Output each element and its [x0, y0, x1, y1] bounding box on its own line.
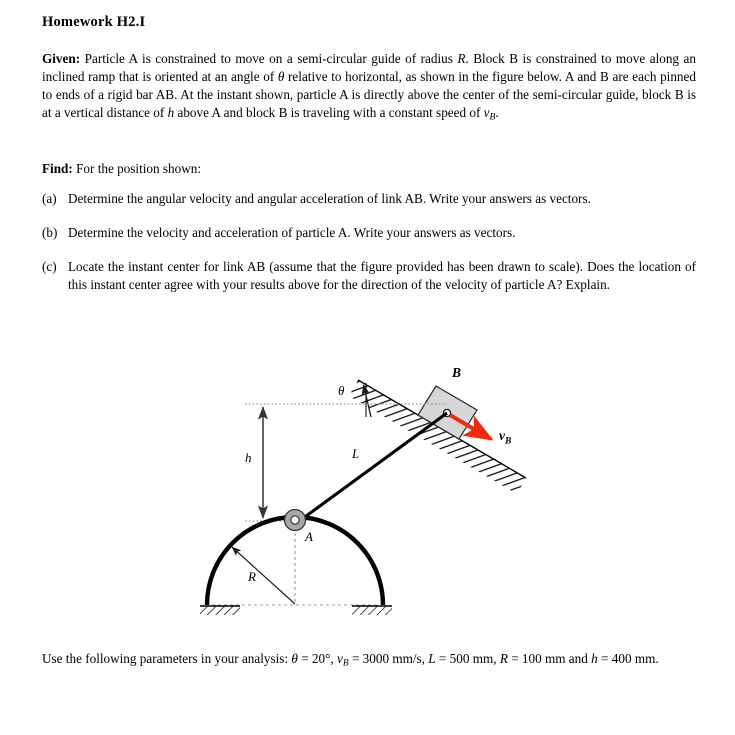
given-text-3: relative to horizontal, as shown in the figure below. A and B are each pinned to ends of a rigid bar AB. At the instant shown, particle A is directly above the center of the semi-circular guide, block B is at a vertical distance of	[42, 68, 696, 120]
param-vb-symbol: v	[336, 651, 343, 666]
find-label: Find:	[42, 161, 73, 176]
param-h-symbol: h	[591, 651, 598, 666]
list-text-a: Determine the angular velocity and angular acceleration of link AB. Write your answers as vectors.	[68, 191, 591, 206]
find-intro: For the position shown:	[76, 161, 201, 176]
label-height-h: h	[245, 450, 252, 465]
label-radius-r: R	[248, 569, 256, 584]
param-vb-value: = 3000 mm/s,	[348, 651, 429, 666]
list-text-b: Determine the velocity and acceleration of particle A. Write your answers as vectors.	[68, 224, 516, 240]
param-L-symbol: L	[428, 651, 436, 666]
label-velocity-b: $v_B$	[499, 428, 512, 447]
ground-support-left	[200, 606, 240, 615]
rigid-bar-ab	[298, 413, 447, 522]
given-var-theta: θ	[277, 68, 285, 84]
list-text-c: Locate the instant center for link AB (assume that the figure provided has been drawn to scale). Does the location of this instant center agree with your results above for the direction of the velocity of particle A? Explain.	[68, 258, 696, 292]
param-theta-symbol: θ	[291, 651, 298, 666]
param-theta-value: = 20°,	[297, 651, 337, 666]
ground-support-right	[352, 606, 392, 615]
given-var-v: v	[483, 104, 490, 120]
list-item	[42, 258, 696, 294]
list-item	[42, 224, 696, 242]
given-label: Given:	[42, 51, 81, 66]
find-items-list	[42, 190, 696, 303]
list-marker-a: (a)	[42, 191, 57, 206]
parameters-paragraph	[42, 650, 696, 671]
param-L-value: = 500 mm,	[435, 651, 500, 666]
param-vb-sub: B	[342, 658, 349, 669]
given-var-R: R	[457, 51, 466, 66]
given-text-4: above A and block B is traveling with a constant speed of	[174, 104, 484, 120]
given-paragraph	[42, 50, 696, 124]
given-text-2: . Block B is constrained to move along an inclined ramp that is oriented at an angle of	[42, 51, 696, 84]
label-block-b: B	[452, 365, 462, 380]
mechanism-figure	[0, 355, 735, 635]
label-bar-length: L	[352, 446, 360, 461]
find-paragraph	[42, 160, 696, 178]
list-marker-b: (b)	[42, 224, 58, 240]
label-particle-a: A	[305, 529, 313, 544]
param-R-value: = 100 mm and	[507, 651, 592, 666]
dimension-r	[232, 547, 295, 604]
given-text-1: Particle A is constrained to move on a semi-circular guide of radius	[84, 51, 458, 66]
list-item	[42, 190, 696, 208]
list-marker-c: (c)	[42, 258, 57, 274]
particle-a	[285, 510, 306, 531]
given-var-v-sub: B	[489, 112, 496, 123]
param-R-symbol: R	[499, 651, 508, 666]
label-theta: θ	[338, 383, 345, 398]
given-text-5: .	[495, 104, 499, 120]
given-var-h: h	[167, 104, 175, 120]
parameters-lead: Use the following parameters in your analysis:	[42, 651, 292, 666]
param-h-value: = 400 mm.	[597, 651, 659, 666]
page-title: Homework H2.I	[42, 14, 146, 30]
